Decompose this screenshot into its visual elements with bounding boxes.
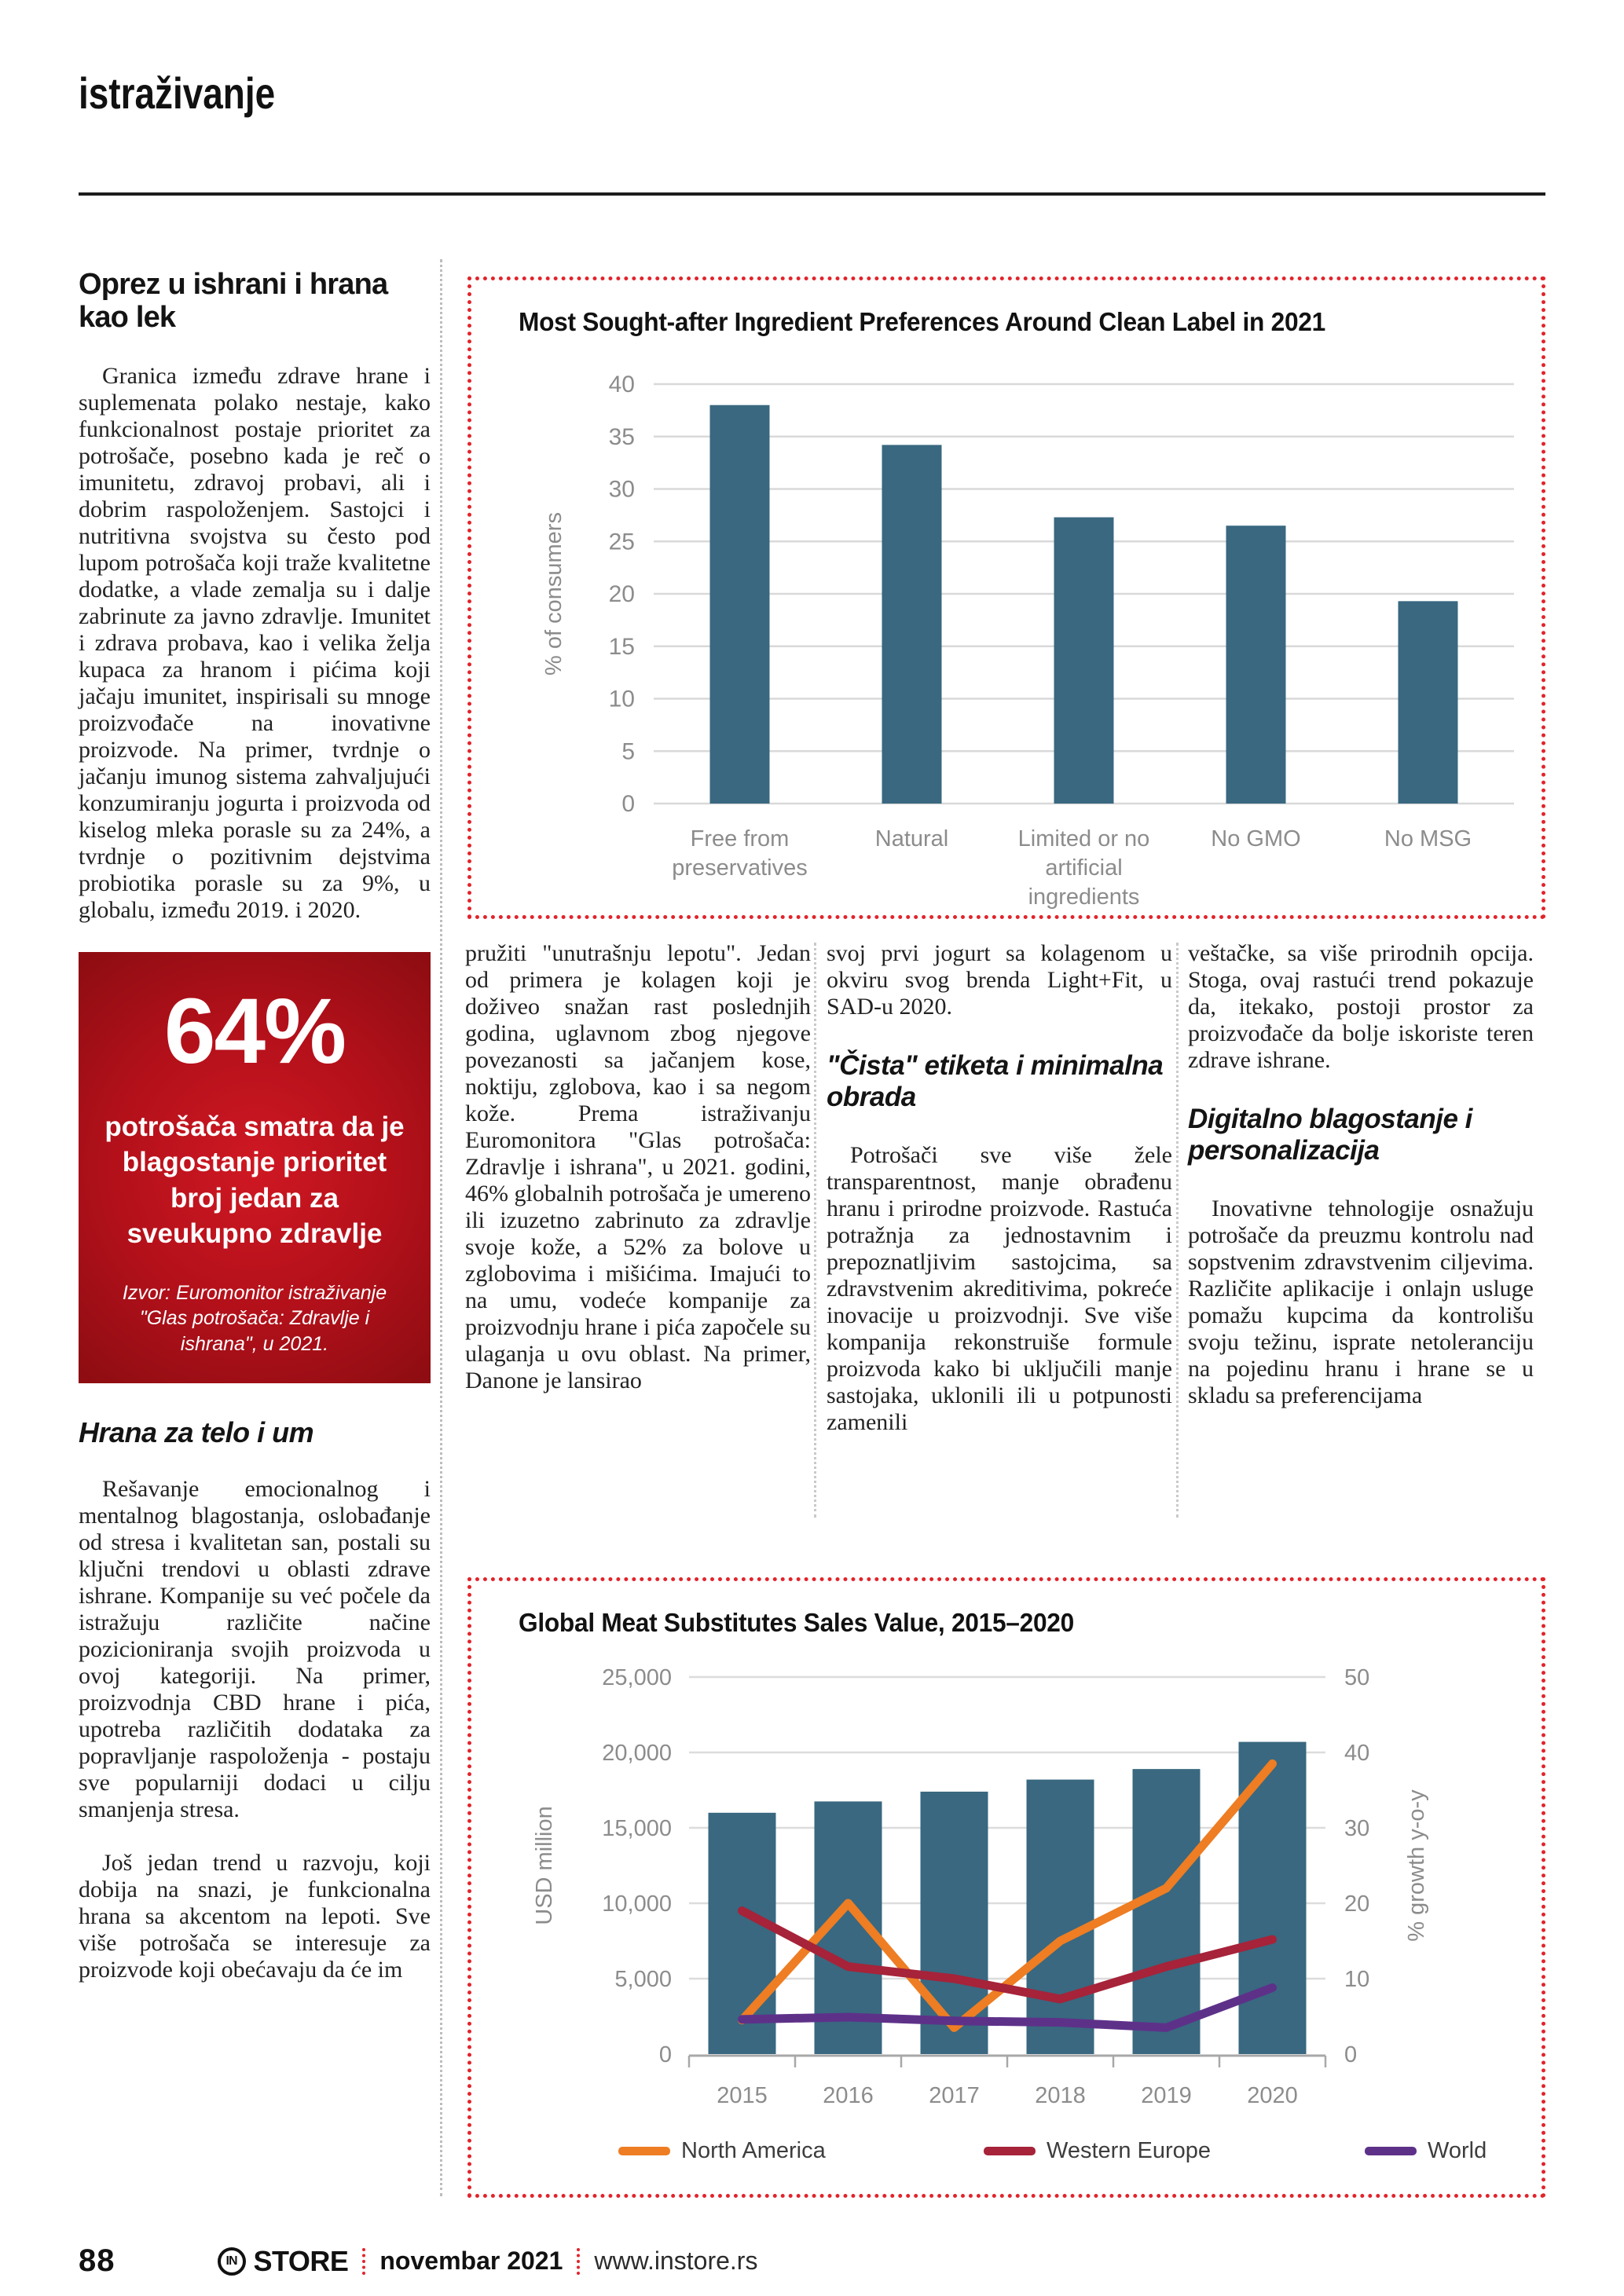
subsection-heading: Digitalno blagostanje i personalizacija	[1188, 1104, 1472, 1166]
svg-text:5: 5	[621, 738, 635, 765]
svg-text:2018: 2018	[1035, 2083, 1086, 2108]
chart2-legend	[618, 2138, 1487, 2163]
svg-text:% growth y-o-y: % growth y-o-y	[1404, 1789, 1429, 1942]
svg-text:20,000: 20,000	[602, 1741, 672, 1766]
header-rule	[79, 192, 1545, 196]
bar-2	[1054, 518, 1114, 804]
svg-text:25,000: 25,000	[602, 1665, 672, 1690]
chart-title: Most Sought-after Ingredient Preferences Around Clean Label in 2021	[519, 307, 1325, 336]
svg-text:35: 35	[608, 423, 635, 450]
page-number: 88	[79, 2243, 115, 2278]
svg-text:Free from: Free from	[690, 826, 790, 851]
article-paragraph: veštačke, sa više prirodnih opcija. Stoga, ovaj rastući trend pokazuje da, itekako, postoji prostor za proizvođače da bolje iskoriste teren zdrave ishrane.	[1188, 940, 1534, 1073]
svg-text:artificial: artificial	[1045, 855, 1123, 881]
page-footer	[79, 2243, 757, 2279]
svg-text:0: 0	[621, 791, 635, 817]
svg-text:2017: 2017	[929, 2083, 980, 2108]
svg-text:% of consumers: % of consumers	[541, 512, 566, 676]
chart1-category-labels	[672, 826, 1472, 909]
stat-text: potrošača smatra da je blagostanje prioritet broj jedan za sveukupno zdravlje	[104, 1111, 405, 1250]
svg-text:preservatives: preservatives	[672, 855, 808, 881]
svg-text:2020: 2020	[1247, 2083, 1298, 2108]
svg-text:No GMO: No GMO	[1211, 826, 1301, 851]
chart-svg-meat-substitutes	[473, 1644, 1542, 2194]
bar-1	[882, 445, 942, 804]
svg-text:10: 10	[1344, 1967, 1370, 1992]
article-paragraph: Potrošači sve više žele transparentnost, manje obrađenu hranu i prirodne proizvode. Rastuća potražnja za jednostavnim i prepoznatljivim sastojcima, sa zdravstvenim akreditivima, pokreće inovacije u proizvodnji. Sve više kompanija rekonstruiše formule proizvoda kako bi uključili manje sastojaka, uklonili ili u potpunosti zamenili	[827, 1141, 1172, 1435]
bar-2017	[921, 1792, 988, 2054]
middle-column-1	[465, 940, 811, 1394]
column-separator-1	[814, 943, 816, 1518]
stat-value: 64%	[163, 979, 346, 1083]
bar-4	[1399, 601, 1458, 804]
column-separator-2	[1176, 943, 1179, 1518]
svg-text:2015: 2015	[717, 2083, 768, 2108]
svg-text:World: World	[1428, 2138, 1487, 2163]
svg-text:10,000: 10,000	[602, 1891, 672, 1917]
svg-text:15,000: 15,000	[602, 1816, 672, 1841]
article-paragraph: svoj prvi jogurt sa kolagenom u okviru svog brenda Light+Fit, u SAD-u 2020.	[827, 940, 1172, 1020]
subsection-heading: "Čista" etiketa i minimalna obrada	[827, 1050, 1164, 1113]
issue-date: novembar 2021	[379, 2247, 563, 2275]
middle-column-2	[827, 940, 1172, 1436]
svg-text:20: 20	[1344, 1891, 1370, 1917]
chart1-bars	[710, 405, 1458, 804]
stat-source: Izvor: Euromonitor istraživanje "Glas potrošača: Zdravlje i ishrana", u 2021.	[122, 1281, 387, 1355]
footer-divider	[362, 2248, 365, 2275]
store-wordmark: STORE	[253, 2244, 349, 2277]
svg-text:North America: North America	[681, 2138, 826, 2163]
chart-meat-substitutes	[467, 1577, 1545, 2198]
chart-ingredient-preferences	[467, 276, 1545, 919]
article-heading: Oprez u ishrani i hrana kao lek	[79, 268, 388, 334]
svg-text:50: 50	[1344, 1665, 1370, 1690]
chart-title: Global Meat Substitutes Sales Value, 2015–2020	[519, 1608, 1074, 1637]
bar-0	[710, 405, 770, 804]
svg-text:10: 10	[608, 686, 635, 712]
bar-2019	[1133, 1769, 1201, 2054]
article-paragraph: Rešavanje emocionalnog i mentalnog blagostanja, oslobađanje od stresa i kvalitetan san, postali su ključni trendovi u oblasti zdrave ishrane. Kompanije su već počele da istražuju različite načine pozicioniranja svojih proizvoda u ovoj kategoriji. Na primer, proizvodnja CBD hrane i pića, upotreba različitih dodataka za popravljanje raspoloženja - postaju sve popularniji dodaci u cilju smanjenja stresa.	[79, 1476, 431, 1823]
svg-text:Limited or no: Limited or no	[1017, 826, 1150, 851]
middle-column-3	[1188, 940, 1534, 1409]
bar-3	[1226, 525, 1286, 804]
section-label: istraživanje	[79, 68, 276, 118]
svg-text:Natural: Natural	[874, 826, 949, 851]
in-circle-icon: IN	[218, 2247, 246, 2276]
footer-divider	[577, 2248, 580, 2275]
article-paragraph: Inovativne tehnologije osnažuju potrošače da preuzmu kontrolu nad sopstvenim zdravstvenim ciljevima. Različite aplikacije i onlajn usluge pomažu kupcima da kontrolišu svoju težinu, isprate netoleranciju na pojedinu hranu i hrane se u skladu sa preferencijama	[1188, 1195, 1534, 1408]
article-paragraph: Još jedan trend u razvoju, koji dobija na snazi, je funkcionalna hrana sa akcentom na lepoti. Sve više potrošača se interesuje za proizvode koji obećavaju da će im	[79, 1850, 431, 1983]
instore-logo	[218, 2245, 349, 2278]
stat-callout-box	[79, 952, 431, 1384]
svg-text:5,000: 5,000	[614, 1967, 672, 1992]
svg-text:2016: 2016	[823, 2083, 874, 2108]
article-paragraph: Granica između zdrave hrane i suplemenata polako nestaje, kako funkcionalnost postaje prioritet za potrošače, posebno kada je reč o imunitetu, zdravoj probavi, ali i dobrim raspoloženjem. Sastojci i nutritivna svojstva su često pod lupom potrošača koji traže kvalitetne dodatke, a vlade zemalja su i dalje zabrinute za javno zdravlje. Imunitet i zdrava probava, kao i velika želja kupaca za hranom i pićima koji jačaju imunitet, inspirisali su mnoge proizvođače na inovativne proizvode. Na primer, tvrdnje o jačanju imunog sistema zahvaljujući konzumiranju jogurta i proizvoda od kiselog mleka porasle su za 24%, a tvrdnje o pozitivnim dejstvima probiotika porasle su za 9%, u globalu, između 2019. i 2020.	[79, 362, 431, 923]
svg-text:0: 0	[658, 2042, 672, 2067]
website-url: www.instore.rs	[594, 2247, 758, 2275]
svg-text:USD million: USD million	[532, 1806, 557, 1925]
svg-text:0: 0	[1344, 2042, 1358, 2067]
column-separator-main	[440, 259, 442, 2196]
svg-text:40: 40	[608, 372, 635, 397]
svg-text:30: 30	[608, 476, 635, 503]
svg-text:20: 20	[608, 581, 635, 607]
svg-text:Western Europe: Western Europe	[1047, 2138, 1212, 2163]
subsection-heading: Hrana za telo i um	[79, 1416, 314, 1449]
svg-text:2019: 2019	[1141, 2083, 1192, 2108]
chart-svg-ingredient-preferences	[473, 350, 1542, 909]
svg-text:40: 40	[1344, 1741, 1370, 1766]
left-column	[79, 269, 431, 1983]
article-paragraph: pružiti "unutrašnju lepotu". Jedan od primera je kolagen koji je doživeo snažan rast poslednjih godina, uglavnom zbog njegove povezanosti sa jačanjem kose, noktiju, zglobova, kao i sa negom kože. Prema istraživanju Euromonitora "Glas potrošača: Zdravlje i ishrana", u 2021. godini, 46% globalnih potrošača je umereno ili izuzetno zabrinuto za zdravlje svoje kože, a 52% za bolove u zglobovima i mišićima. Imajući to na umu, vodeće kompanije za proizvodnju hrane i pića započele su ulaganja u ovu oblast. Na primer, Danone je lansirao	[465, 940, 811, 1393]
svg-text:30: 30	[1344, 1816, 1370, 1841]
bar-2018	[1027, 1780, 1094, 2054]
chart1-plot	[541, 372, 1514, 817]
svg-text:15: 15	[608, 633, 635, 660]
svg-text:ingredients: ingredients	[1028, 884, 1140, 909]
svg-text:25: 25	[608, 529, 635, 555]
svg-text:No MSG: No MSG	[1384, 826, 1472, 851]
